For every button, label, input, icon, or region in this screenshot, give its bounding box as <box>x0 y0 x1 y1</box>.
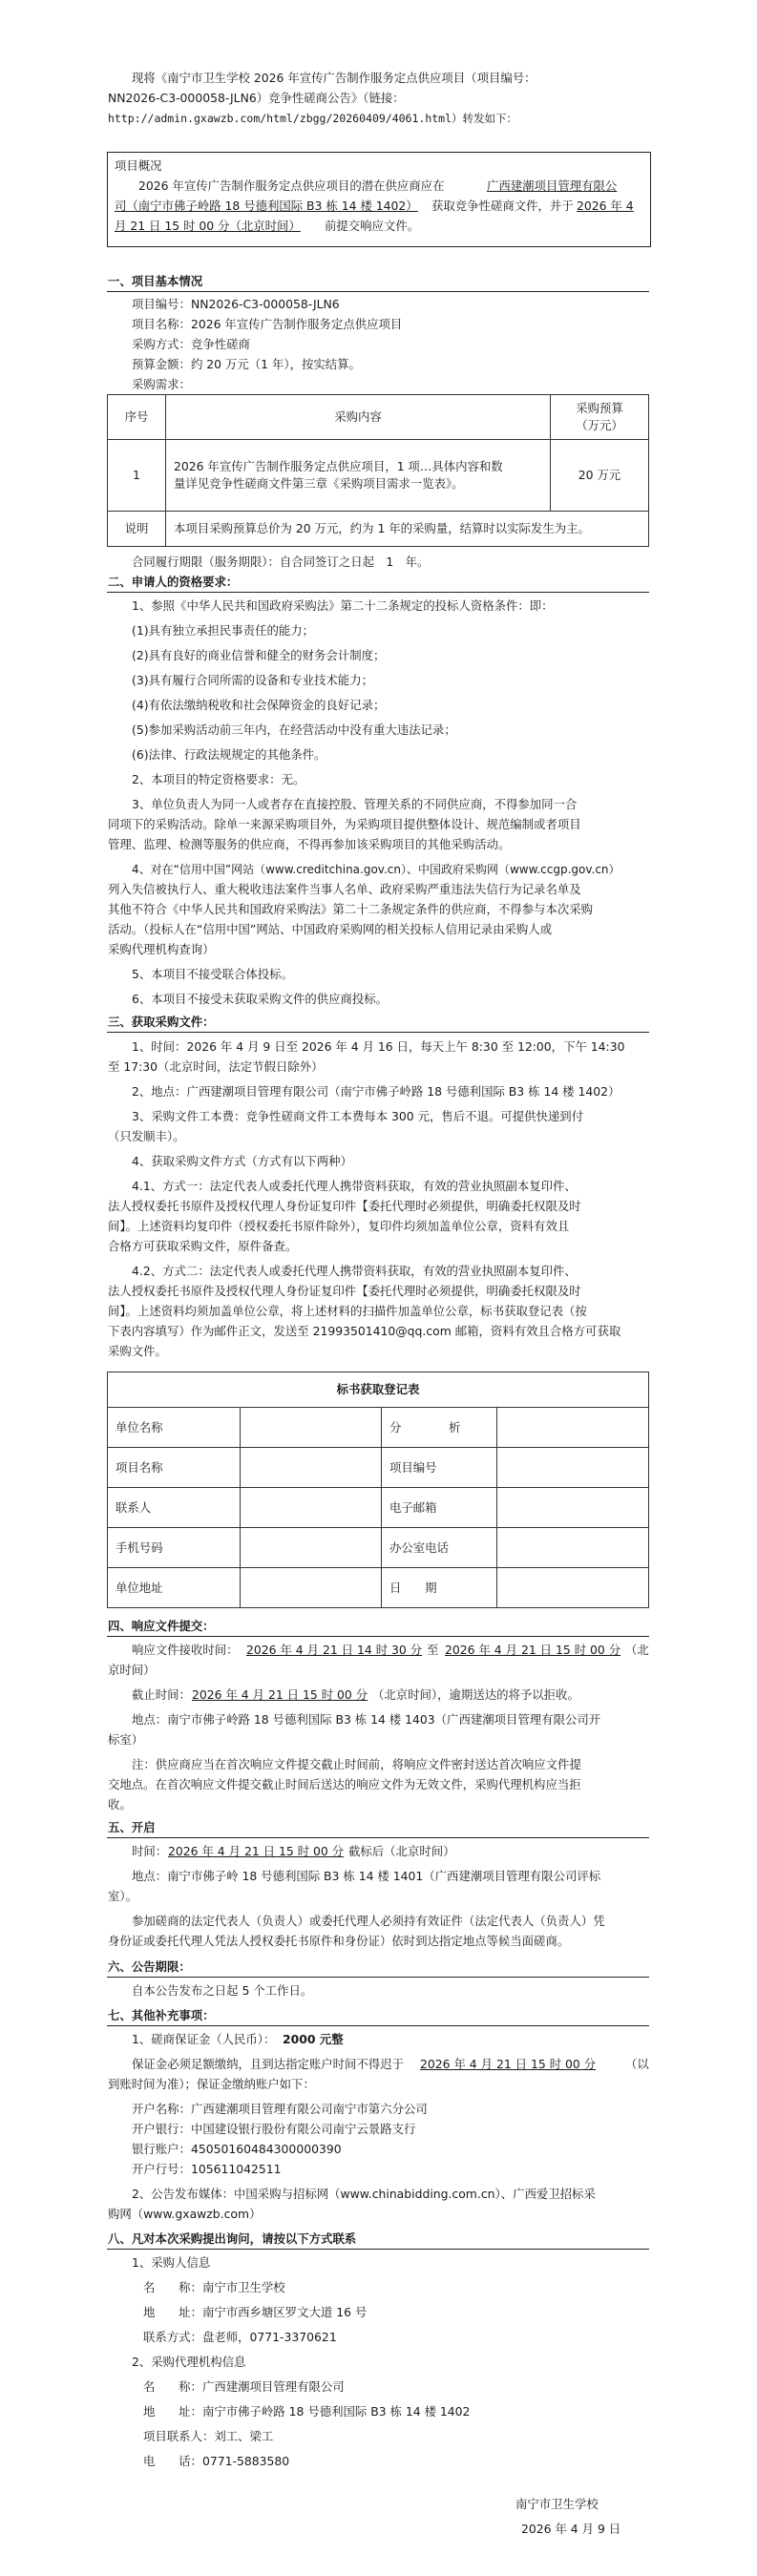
agency-address: 地 址：南宁市佛子岭路 18 号德利国际 B3 栋 14 楼 1402 <box>143 2404 471 2419</box>
overview-heading: 项目概况 <box>115 158 162 173</box>
submission-note: 交地点。在首次响应文件提交截止时间后送达的响应文件为无效文件，采购代理机构应当拒 <box>108 1777 581 1791</box>
deadline-note: （北京时间），逾期送达的将予以拒收。 <box>372 1687 579 1702</box>
opening-note: 参加磋商的法定代表人（负责人）或委托代理人必须持有效证件（法定代表人（负责人）凭 <box>132 1914 605 1928</box>
reg-label-phone: 手机号码 <box>107 1527 241 1568</box>
acquire-methods: 4、获取采购文件方式（方式有以下两种） <box>132 1154 352 1168</box>
overview-line-3b: 前提交响应文件。 <box>325 219 420 233</box>
reg-label-division: 分 析 <box>381 1407 497 1448</box>
reg-label-date: 日 期 <box>381 1567 497 1608</box>
intro-link[interactable]: http://admin.gxawzb.com/html/zbgg/20260409/4061.html）转发如下： <box>108 112 518 125</box>
section-3-divider <box>107 1032 649 1033</box>
section-2-heading: 二、申请人的资格要求： <box>108 575 239 589</box>
submission-time-tz: 京时间） <box>108 1663 156 1677</box>
method-two: 下表内容填写）作为邮件正文，发送至 21993501410@qq.com 邮箱，资料有效且合格方可获取 <box>108 1324 621 1338</box>
qualification-item: (5)参加采购活动前三年内，在经营活动中没有重大违法记录； <box>132 723 456 737</box>
table-header-no: 序号 <box>107 394 166 440</box>
acquire-time: 至 17:30（北京时间，法定节假日除外） <box>108 1059 324 1074</box>
reg-label-contact: 联系人 <box>107 1487 241 1528</box>
section-8-heading: 八、凡对本次采购提出询问，请按以下方式联系 <box>108 2231 357 2246</box>
reg-value-unit-name[interactable] <box>240 1407 382 1448</box>
agency-name: 名 称：广西建潮项目管理有限公司 <box>143 2379 345 2394</box>
document-fee: （只发顺丰）。 <box>108 1129 185 1143</box>
overview-deadline-b: 月 21 日 15 时 00 分（北京时间） <box>115 219 301 233</box>
section-4-heading: 四、响应文件提交： <box>108 1619 215 1633</box>
reg-value-address[interactable] <box>240 1567 382 1608</box>
opening-place: 室）。 <box>108 1889 137 1903</box>
submission-time-label: 响应文件接收时间： <box>132 1643 239 1657</box>
section-1-heading: 一、项目基本情况 <box>108 274 203 288</box>
reg-value-office-phone[interactable] <box>496 1527 649 1568</box>
signature-date: 2026 年 4 月 9 日 <box>521 2522 621 2536</box>
reg-value-project-name[interactable] <box>240 1447 382 1488</box>
section-5-heading: 五、开启 <box>108 1820 156 1834</box>
qualification-item: (6)法律、行政法规规定的其他条件。 <box>132 747 326 762</box>
reg-label-email: 电子邮箱 <box>381 1487 497 1528</box>
opening-time-value: 2026 年 4 月 21 日 15 时 00 分 <box>168 1844 345 1858</box>
contract-period: 合同履行期限（服务期限）：自合同签订之日起 1 年。 <box>132 555 430 569</box>
table-row-content: 2026 年宣传广告制作服务定点供应项目，1 项…具体内容和数 量详见竞争性磋商文件第三章《采购项目需求一览表》。 <box>165 439 551 512</box>
overview-line-1a: 2026 年宣传广告制作服务定点供应项目的潜在供应商应在 <box>138 178 445 193</box>
reg-value-division[interactable] <box>496 1407 649 1448</box>
method-two: 法人授权委托书原件及授权代理人身份证复印件【委托代理时必须提供，明确委托权限及时 <box>108 1284 581 1298</box>
procurement-demand: 采购需求： <box>132 377 191 391</box>
project-code: 项目编号：NN2026-C3-000058-JLN6 <box>132 297 340 311</box>
reg-table-title: 标书获取登记表 <box>107 1372 649 1408</box>
intro-line-2: NN2026-C3-000058-JLN6）竞争性磋商公告》（链接： <box>108 91 405 105</box>
section-3-heading: 三、获取采购文件： <box>108 1015 215 1029</box>
publish-media: 2、公告发布媒体：中国采购与招标网（www.chinabidding.com.cn）、广西爱卫招标采 <box>132 2187 596 2201</box>
agency-phone: 电 话：0771-5883580 <box>143 2454 290 2468</box>
table-row-no: 1 <box>107 439 166 512</box>
submission-time-end: 2026 年 4 月 21 日 15 时 00 分 <box>445 1643 621 1657</box>
reg-label-address: 单位地址 <box>107 1567 241 1608</box>
qualification-3: 管理、监理、检测等服务的供应商，不得再参加该采购项目的其他采购活动。 <box>108 837 511 851</box>
deadline-label: 截止时间： <box>132 1687 191 1702</box>
purchaser-info-heading: 1、采购人信息 <box>132 2255 211 2270</box>
deposit-note: 到账时间为准）；保证金缴纳账户如下： <box>108 2077 315 2091</box>
qualification-2: 2、本项目的特定资格要求：无。 <box>132 772 305 786</box>
qualification-5: 5、本项目不接受联合体投标。 <box>132 967 293 981</box>
reg-value-phone[interactable] <box>240 1527 382 1568</box>
qualification-item: (1)具有独立承担民事责任的能力； <box>132 623 315 638</box>
submission-note: 注：供应商应当在首次响应文件提交截止时间前，将响应文件密封送达首次响应文件提 <box>132 1757 581 1771</box>
method-one: 法人授权委托书原件及授权代理人身份证复印件【委托代理时必须提供，明确委托权限及时 <box>108 1199 581 1213</box>
section-1-divider <box>107 291 649 292</box>
opening-place: 地点：南宁市佛子岭 18 号德利国际 B3 栋 14 楼 1401（广西建潮项目管理有限公司评标 <box>132 1869 601 1883</box>
budget-amount: 预算金额：约 20 万元（1 年），按实结算。 <box>132 357 361 371</box>
qualification-item: (4)有依法缴纳税收和社会保障资金的良好记录； <box>132 698 386 712</box>
table-note-label: 说明 <box>107 511 166 547</box>
qualification-4: 列入失信被执行人、重大税收违法案件当事人名单、政府采购严重违法失信行为记录名单及 <box>108 882 581 896</box>
qualification-6: 6、本项目不接受未获取采购文件的供应商投标。 <box>132 992 389 1006</box>
qualification-3: 同项下的采购活动。除单一来源采购项目外，为采购项目提供整体设计、规范编制或者项目 <box>108 817 581 831</box>
agency-info-heading: 2、采购代理机构信息 <box>132 2355 246 2369</box>
reg-label-unit-name: 单位名称 <box>107 1407 241 1448</box>
qualification-1: 1、参照《中华人民共和国政府采购法》第二十二条规定的投标人资格条件：即： <box>132 598 554 613</box>
deposit-note: 保证金必须足额缴纳，且到达指定账户时间不得迟于 <box>132 2057 404 2071</box>
qualification-item: (2)具有良好的商业信誉和健全的财务会计制度； <box>132 648 386 662</box>
overview-deadline-a: 2026 年 4 <box>577 199 634 213</box>
account-bank: 开户银行：中国建设银行股份有限公司南宁云景路支行 <box>132 2122 416 2136</box>
table-header-budget: 采购预算 （万元） <box>550 394 649 440</box>
procurement-method: 采购方式：竞争性磋商 <box>132 337 250 351</box>
opening-note: 身份证或委托代理人凭法人授权委托书原件和身份证）依时到达指定地点等候当面磋商。 <box>108 1934 570 1948</box>
deposit-amount: 2000 元整 <box>283 2032 344 2046</box>
deposit-deadline: 2026 年 4 月 21 日 15 时 00 分 <box>420 2057 597 2071</box>
reg-value-project-code[interactable] <box>496 1447 649 1488</box>
qualification-4: 4、对在“信用中国”网站（www.creditchina.gov.cn）、中国政府采购网（www.ccgp.gov.cn） <box>132 863 620 876</box>
reg-label-project-name: 项目名称 <box>107 1447 241 1488</box>
agency-contact-person: 项目联系人：刘工、梁工 <box>143 2429 274 2443</box>
purchaser-contact: 联系方式：盘老师，0771-3370621 <box>143 2330 337 2344</box>
section-4-divider <box>107 1636 649 1637</box>
method-one: 4.1、方式一：法定代表人或委托代理人携带资料获取，有效的营业执照副本复印件、 <box>132 1179 577 1193</box>
overview-line-2b: 获取竞争性磋商文件，并于 <box>431 199 574 213</box>
opening-time-label: 时间： <box>132 1844 168 1858</box>
acquire-time: 1、时间：2026 年 4 月 9 日至 2026 年 4 月 16 日，每天上午 8:30 至 12:00，下午 14:30 <box>132 1039 625 1054</box>
qualification-item: (3)具有履行合同所需的设备和专业技术能力； <box>132 673 373 687</box>
account-number: 银行账户：45050160484300000390 <box>132 2142 342 2156</box>
reg-value-date[interactable] <box>496 1567 649 1608</box>
qualification-4: 活动。（投标人在“信用中国”网站、中国政府采购网的相关投标人信用记录由采购人或 <box>108 922 553 936</box>
account-name: 开户名称：广西建潮项目管理有限公司南宁市第六分公司 <box>132 2102 428 2116</box>
method-two: 采购文件。 <box>108 1344 167 1358</box>
method-two: 间】。上述资料均须加盖单位公章，将上述材料的扫描件加盖单位公章，标书获取登记表（按 <box>108 1304 587 1318</box>
overview-agency: 广西建潮项目管理有限公 <box>487 178 618 193</box>
deadline-value: 2026 年 4 月 21 日 15 时 00 分 <box>192 1687 368 1702</box>
qualification-4: 采购代理机构查询） <box>108 942 215 956</box>
qualification-3: 3、单位负责人为同一人或者存在直接控股、管理关系的不同供应商，不得参加同一合 <box>132 797 578 811</box>
project-name: 项目名称：2026 年宣传广告制作服务定点供应项目 <box>132 317 403 331</box>
deposit-label: 1、磋商保证金（人民币）： <box>132 2032 276 2046</box>
acquire-place: 2、地点：广西建潮项目管理有限公司（南宁市佛子岭路 18 号德利国际 B3 栋 14 楼 1402） <box>132 1084 620 1099</box>
signature-org: 南宁市卫生学校 <box>515 2497 599 2511</box>
section-2-divider <box>107 592 649 593</box>
submission-place: 地点：南宁市佛子岭路 18 号德利国际 B3 栋 14 楼 1403（广西建潮项目管理有限公司开 <box>132 1712 601 1727</box>
section-6-heading: 六、公告期限： <box>108 1959 191 1974</box>
reg-value-email[interactable] <box>496 1487 649 1528</box>
publish-media: 购网（www.gxawzb.com） <box>108 2207 262 2221</box>
section-7-heading: 七、其他补充事项： <box>108 2008 215 2022</box>
method-two: 4.2、方式二：法定代表人或委托代理人携带资料获取，有效的营业执照副本复印件、 <box>132 1264 577 1278</box>
section-5-divider <box>107 1837 649 1838</box>
method-one: 合格方可获取采购文件，原件备查。 <box>108 1239 298 1253</box>
purchaser-address: 地 址：南宁市西乡塘区罗文大道 16 号 <box>143 2305 368 2319</box>
reg-label-project-code: 项目编号 <box>381 1447 497 1488</box>
submission-time-tz: （北 <box>625 1643 649 1657</box>
announcement-period: 自本公告发布之日起 5 个工作日。 <box>132 1983 313 1998</box>
table-note-text: 本项目采购预算总价为 20 万元，约为 1 年的采购量，结算时以实际发生为主。 <box>165 511 649 547</box>
table-row-budget: 20 万元 <box>550 439 649 512</box>
qualification-4: 其他不符合《中华人民共和国政府采购法》第二十二条规定条件的供应商，不得参与本次采购 <box>108 902 594 916</box>
section-7-divider <box>107 2025 649 2026</box>
document-fee: 3、采购文件工本费：竞争性磋商文件工本费每本 300 元，售后不退。可提供快递到付 <box>132 1109 584 1123</box>
opening-time-note: 截标后（北京时间） <box>348 1844 455 1858</box>
table-header-content: 采购内容 <box>165 394 551 440</box>
submission-note: 收。 <box>108 1797 132 1812</box>
method-one: 间】。上述资料均复印件（授权委托书原件除外），复印件均须加盖单位公章，资料有效且 <box>108 1219 570 1233</box>
bank-code: 开户行号：105611042511 <box>132 2162 282 2176</box>
submission-time-to: 至 <box>427 1643 439 1657</box>
deposit-note: （以 <box>625 2057 649 2071</box>
overview-address: 司（南宁市佛子岭路 18 号德利国际 B3 栋 14 楼 1402） <box>115 199 418 213</box>
submission-time-start: 2026 年 4 月 21 日 14 时 30 分 <box>246 1643 423 1657</box>
submission-place: 标室） <box>108 1732 144 1747</box>
reg-value-contact[interactable] <box>240 1487 382 1528</box>
reg-label-office-phone: 办公室电话 <box>381 1527 497 1568</box>
section-8-divider <box>107 2249 649 2250</box>
section-6-divider <box>107 1977 649 1978</box>
purchaser-name: 名 称：南宁市卫生学校 <box>143 2280 285 2294</box>
intro-line-1: 现将《南宁市卫生学校 2026 年宣传广告制作服务定点供应项目（项目编号： <box>132 71 536 85</box>
